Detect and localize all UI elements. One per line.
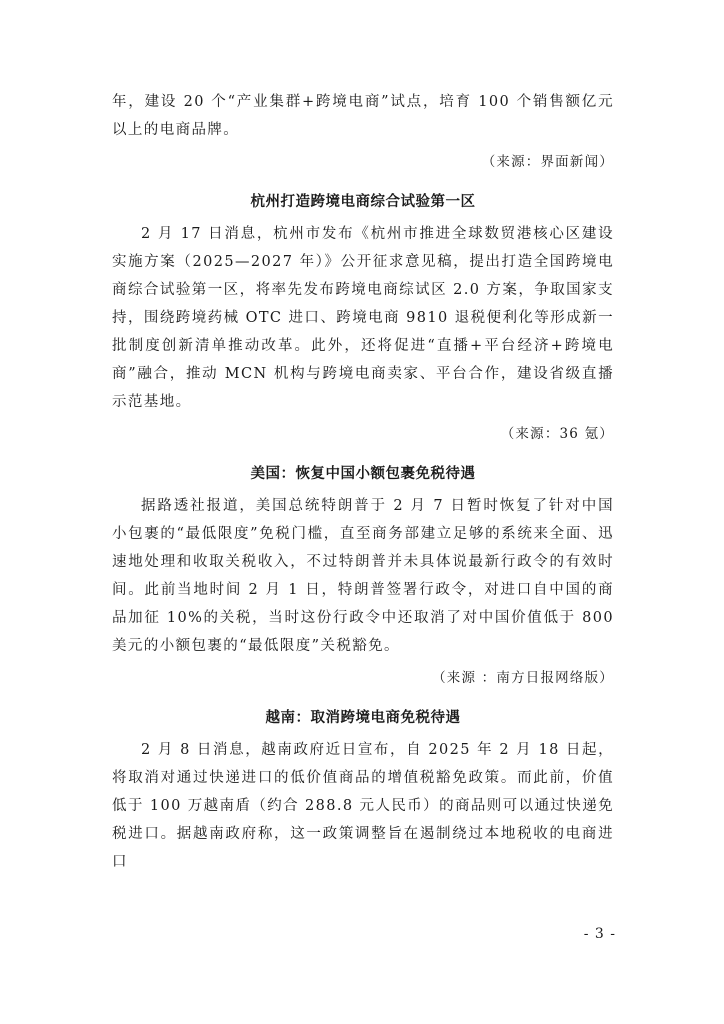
- section-source-hangzhou: （来源：36 氪）: [500, 426, 614, 442]
- page-number: - 3 -: [583, 926, 616, 942]
- section-heading-usa: 美国：恢复中国小额包裹免税待遇: [250, 466, 476, 482]
- section-source-usa: （来源 ：南方日报网络版）: [432, 670, 614, 686]
- intro-paragraph: 年，建设 20 个“产业集群+跨境电商”试点，培育 100 个销售额亿元以上的电商品牌。: [112, 94, 614, 138]
- section-heading-hangzhou: 杭州打造跨境电商综合试验第一区: [250, 194, 476, 210]
- section-paragraph-vietnam: 2 月 8 日消息，越南政府近日宣布，自 2025 年 2 月 18 日起，将取消对通过快递进口的低价值商品的增值税豁免政策。而此前，价值低于 100 万越南盾（约合 288.8 元人民币）的商品则可以通过快递免税进口。据越南政府称，这一政策调整旨在遏制绕过本地税收的电商进口: [112, 742, 614, 870]
- section-paragraph-hangzhou: 2 月 17 日消息，杭州市发布《杭州市推进全球数贸港核心区建设实施方案（2025—2027 年）》公开征求意见稿，提出打造全国跨境电商综合试验第一区，将率先发布跨境电商综试区 2.0 方案，争取国家支持，围绕跨境药械 OTC 进口、跨境电商 9810 退税便利化等形成新一批制度创新清单推动改革。此外，还将促进“直播+平台经济+跨境电商”融合，推动 MCN 机构与跨境电商卖家、平台合作，建设省级直播示范基地。: [112, 226, 614, 410]
- intro-source: （来源：界面新闻）: [481, 154, 614, 170]
- section-heading-vietnam: 越南：取消跨境电商免税待遇: [265, 710, 461, 726]
- section-paragraph-usa: 据路透社报道，美国总统特朗普于 2 月 7 日暂时恢复了针对中国小包裹的“最低限度”免税门槛，直至商务部建立足够的系统来全面、迅速地处理和收取关税收入，不过特朗普并未具体说最新行政令的有效时间。此前当地时间 2 月 1 日，特朗普签署行政令，对进口自中国的商品加征 10%的关税，当时这份行政令中还取消了对中国价值低于 800 美元的小额包裹的“最低限度”关税豁免。: [112, 498, 614, 654]
- page-content: [112, 88, 614, 876]
